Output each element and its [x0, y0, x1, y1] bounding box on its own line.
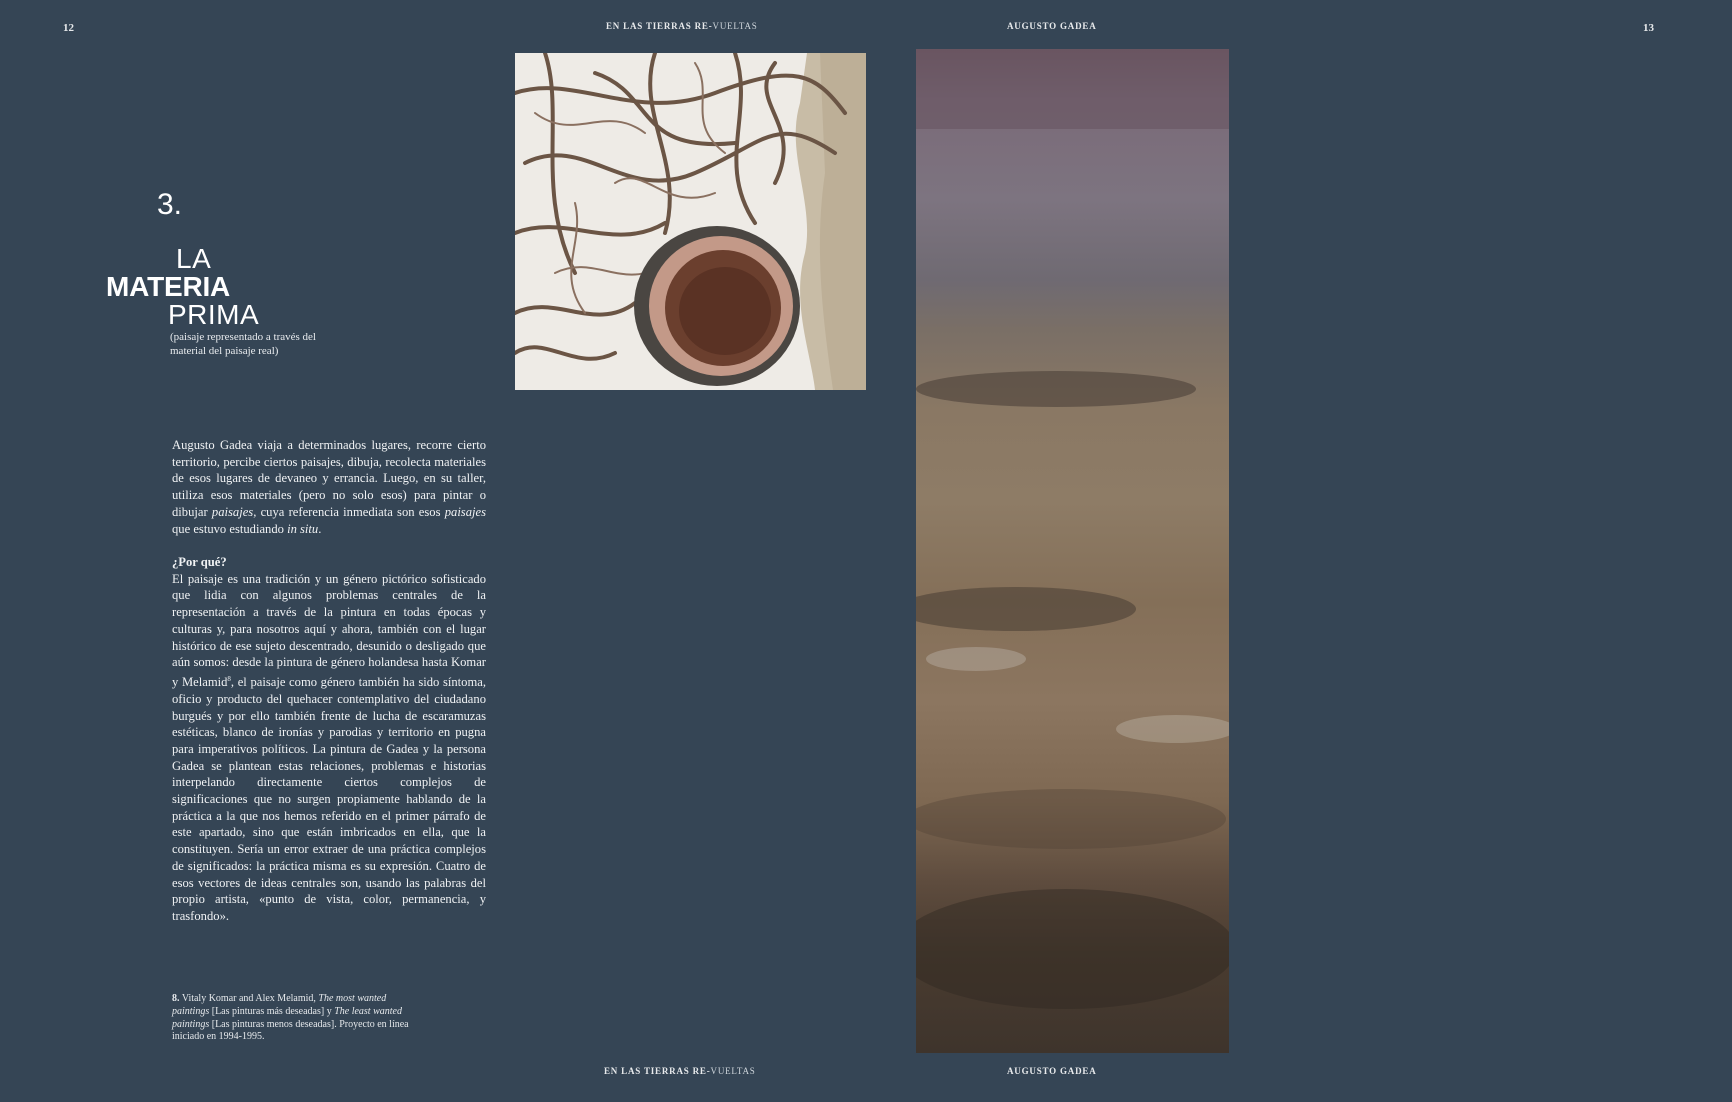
intro-text: que estuvo estudiando: [172, 521, 288, 536]
intro-text: , cuya referencia inmediata son esos: [253, 504, 445, 519]
footer-author-text: AUGUSTO GADEA: [1007, 1066, 1097, 1076]
header-running-title: [606, 21, 758, 31]
footnote-reference[interactable]: 8: [227, 674, 231, 683]
why-text: El paisaje es una tradición y un género pictórico sofisticado que lidia con algunos problemas centrales de la representación a través de la pintura en todas épocas y culturas y, para nosotros aquí y ahora, también con el lugar histórico de ese sujeto descentrado, desunido o desligado que aún somos: desde la pintura de género holandesa hasta Komar y Melamid: [172, 571, 486, 690]
intro-text: .: [318, 521, 322, 536]
header-author-name: [1007, 21, 1097, 31]
landscape-painting: [916, 49, 1229, 1053]
footnote-text: [Las pinturas más deseadas] y: [209, 1005, 335, 1017]
intro-paragraph: [172, 437, 486, 537]
intro-italic: paisajes: [211, 504, 254, 519]
footnote-text: Vitaly Komar and Alex Melamid,: [179, 993, 319, 1004]
subtitle-line2: material del paisaje real): [170, 345, 279, 357]
section-subtitle: [170, 330, 350, 358]
section-number: 3.: [157, 188, 183, 221]
subtitle-line1: (paisaje representado a través del: [170, 331, 316, 343]
author-name-text: AUGUSTO GADEA: [1007, 21, 1097, 31]
footer-title-light: VUELTAS: [710, 1066, 756, 1076]
footnote: [172, 993, 422, 1044]
section-title-line2: MATERIA: [106, 271, 231, 302]
intro-text: Augusto Gadea viaja a determinados lugares, recorre cierto territorio, percibe ciertos paisajes, dibuja, recolecta materiales de esos lugares de devaneo y errancia. Luego, en su taller, utiliza esos materiales (pero no solo esos) para pintar o dibujar: [172, 438, 486, 519]
section-title-line3: PRIMA: [168, 299, 260, 330]
right-page-number: 13: [1643, 22, 1654, 34]
intro-italic: paisajes: [444, 504, 486, 519]
footnote-italic: The least wanted paintings: [172, 1005, 402, 1030]
footnote-number: 8.: [172, 993, 180, 1004]
landscape-painting-image: [916, 49, 1229, 1053]
left-page-number: 12: [63, 22, 74, 34]
clay-pot-vines-photo: [515, 53, 866, 390]
running-title-bold: EN LAS TIERRAS RE-: [606, 21, 713, 31]
running-title-light: VUELTAS: [712, 21, 758, 31]
why-heading: ¿Por qué?: [172, 555, 227, 569]
footnote-text: [Las pinturas menos deseadas]. Proyecto en línea iniciado en 1994-1995.: [172, 1018, 409, 1043]
footer-running-title: [604, 1066, 756, 1076]
intro-italic: in situ: [287, 521, 319, 536]
why-paragraph: [172, 571, 486, 925]
section-title-line1: LA: [176, 243, 212, 274]
footnote-italic: The most wanted paintings: [172, 993, 387, 1017]
footer-title-bold: EN LAS TIERRAS RE-: [604, 1066, 711, 1076]
clay-pot-vines-image: [515, 53, 866, 390]
why-text: , el paisaje como género también ha sido síntoma, oficio y producto del quehacer contemplativo del ciudadano burgués y por ello también frente de lucha de escaramuzas estéticas, blanco de ironías y parodias y territorio en pugna para imperativos políticos. La pintura de Gadea y la persona Gadea se plantean estas relaciones, problemas e historias interpelando directamente ciertos complejos de significaciones que no surgen propiamente hablando de la práctica a la que nos hemos referido en el primer párrafo de este apartado, sino que están imbricados en ella, que la constituyen. Sería un error extraer de una práctica complejos de significados: la práctica misma es su expresión. Cuatro de esos vectores de ideas centrales son, usando las palabras del propio artista, «punto de vista, color, permanencia, y trasfondo».: [172, 675, 487, 923]
why-section: [172, 554, 486, 925]
footer-author-name: [1007, 1066, 1097, 1076]
